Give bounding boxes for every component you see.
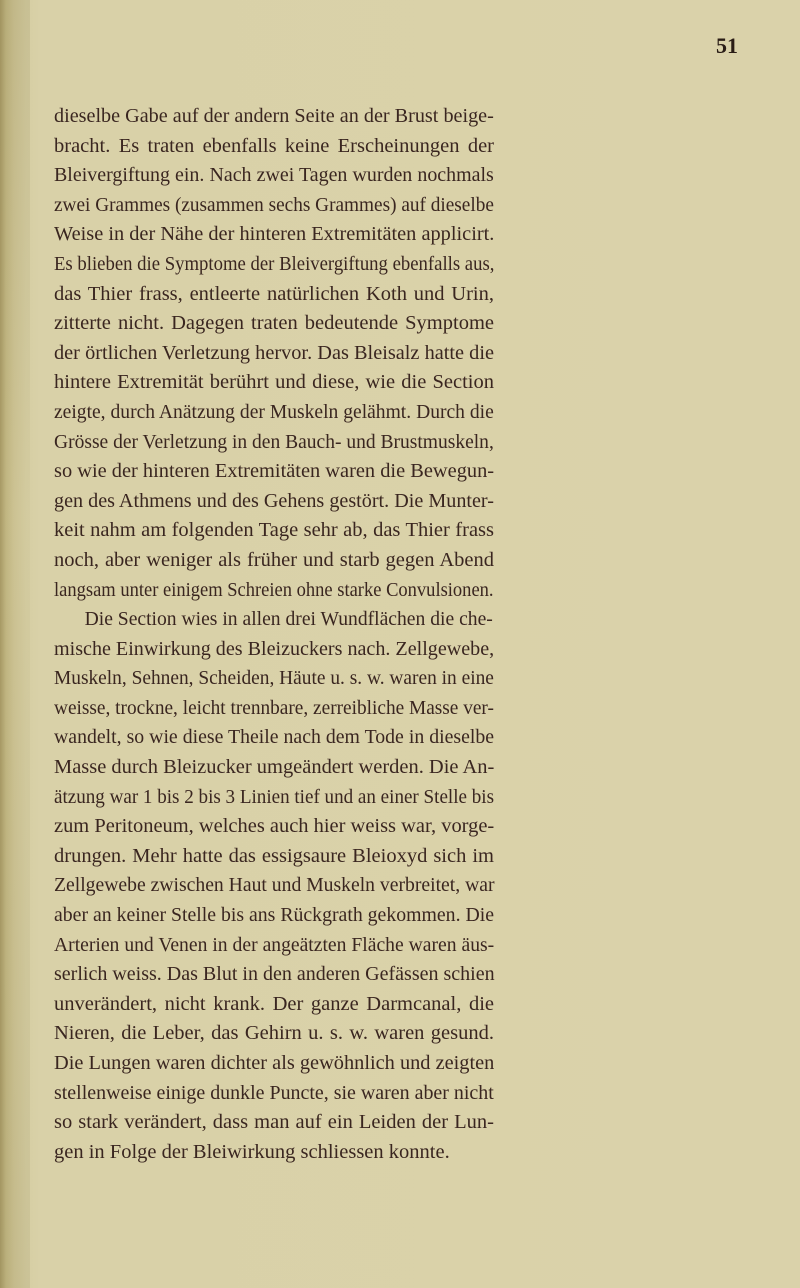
- text-line: drungen. Mehr hatte das essigsaure Bleioxyd sich im: [54, 844, 494, 867]
- text-line: so stark verändert, dass man auf ein Leiden der Lun-: [54, 1111, 494, 1134]
- text-line: gen des Athmens und des Gehens gestört. Die Munter-: [54, 489, 494, 512]
- text-line: Arterien und Venen in der angeätzten Fläche waren äus-: [54, 933, 495, 956]
- text-line: Es blieben die Symptome der Bleivergiftung ebenfalls aus,: [54, 252, 495, 275]
- text-line: Nieren, die Leber, das Gehirn u. s. w. waren gesund.: [54, 1022, 494, 1045]
- text-line: der örtlichen Verletzung hervor. Das Bleisalz hatte die: [54, 341, 495, 364]
- text-line: Muskeln, Sehnen, Scheiden, Häute u. s. w. waren in eine: [54, 667, 494, 690]
- body-text: [54, 102, 494, 1167]
- text-line: zwei Grammes (zusammen sechs Grammes) auf dieselbe: [54, 193, 494, 216]
- text-line: wandelt, so wie diese Theile nach dem Tode in dieselbe: [54, 726, 495, 749]
- text-line: aber an keiner Stelle bis ans Rückgrath gekommen. Die: [54, 904, 495, 927]
- text-line: Bleivergiftung ein. Nach zwei Tagen wurden nochmals: [54, 164, 494, 187]
- paragraph-start-line: Die Section wies in allen drei Wundflächen die che-: [84, 608, 493, 631]
- text-line: so wie der hinteren Extremitäten waren die Bewegun-: [54, 460, 495, 483]
- text-line: das Thier frass, entleerte natürlichen Koth und Urin,: [54, 282, 494, 305]
- text-line: serlich weiss. Das Blut in den anderen Gefässen schien: [54, 963, 495, 986]
- text-line: zeigte, durch Anätzung der Muskeln gelähmt. Durch die: [54, 400, 494, 423]
- text-line: bracht. Es traten ebenfalls keine Erscheinungen der: [54, 134, 494, 157]
- text-line: Weise in der Nähe der hinteren Extremitäten applicirt.: [54, 223, 495, 246]
- page-number: 51: [716, 33, 738, 58]
- text-line: gen in Folge der Bleiwirkung schliessen konnte.: [54, 1140, 450, 1163]
- text-line: weisse, trockne, leicht trennbare, zerreibliche Masse ver-: [54, 696, 494, 719]
- text-line: keit nahm am folgenden Tage sehr ab, das Thier frass: [54, 519, 494, 542]
- text-line: noch, aber weniger als früher und starb gegen Abend: [54, 548, 494, 571]
- text-line: stellenweise einige dunkle Puncte, sie waren aber nicht: [54, 1081, 494, 1104]
- text-line: ätzung war 1 bis 2 bis 3 Linien tief und an einer Stelle bis: [54, 785, 494, 808]
- text-line: Masse durch Bleizucker umgeändert werden. Die An-: [54, 756, 495, 779]
- text-line: mische Einwirkung des Bleizuckers nach. Zellgewebe,: [54, 637, 495, 660]
- text-line: Zellgewebe zwischen Haut und Muskeln verbreitet, war: [54, 874, 495, 897]
- text-line: unverändert, nicht krank. Der ganze Darmcanal, die: [54, 992, 494, 1015]
- text-line: zitterte nicht. Dagegen traten bedeutende Symptome: [54, 312, 494, 335]
- text-line: Grösse der Verletzung in den Bauch- und Brustmuskeln,: [54, 430, 494, 453]
- text-line: zum Peritoneum, welches auch hier weiss war, vorge-: [54, 815, 495, 838]
- text-line: langsam unter einigem Schreien ohne starke Convulsionen.: [54, 578, 494, 601]
- text-line: Die Lungen waren dichter als gewöhnlich und zeigten: [54, 1052, 495, 1074]
- text-line: hintere Extremität berührt und diese, wie die Section: [54, 371, 494, 394]
- text-line: dieselbe Gabe auf der andern Seite an der Brust beige-: [54, 105, 494, 127]
